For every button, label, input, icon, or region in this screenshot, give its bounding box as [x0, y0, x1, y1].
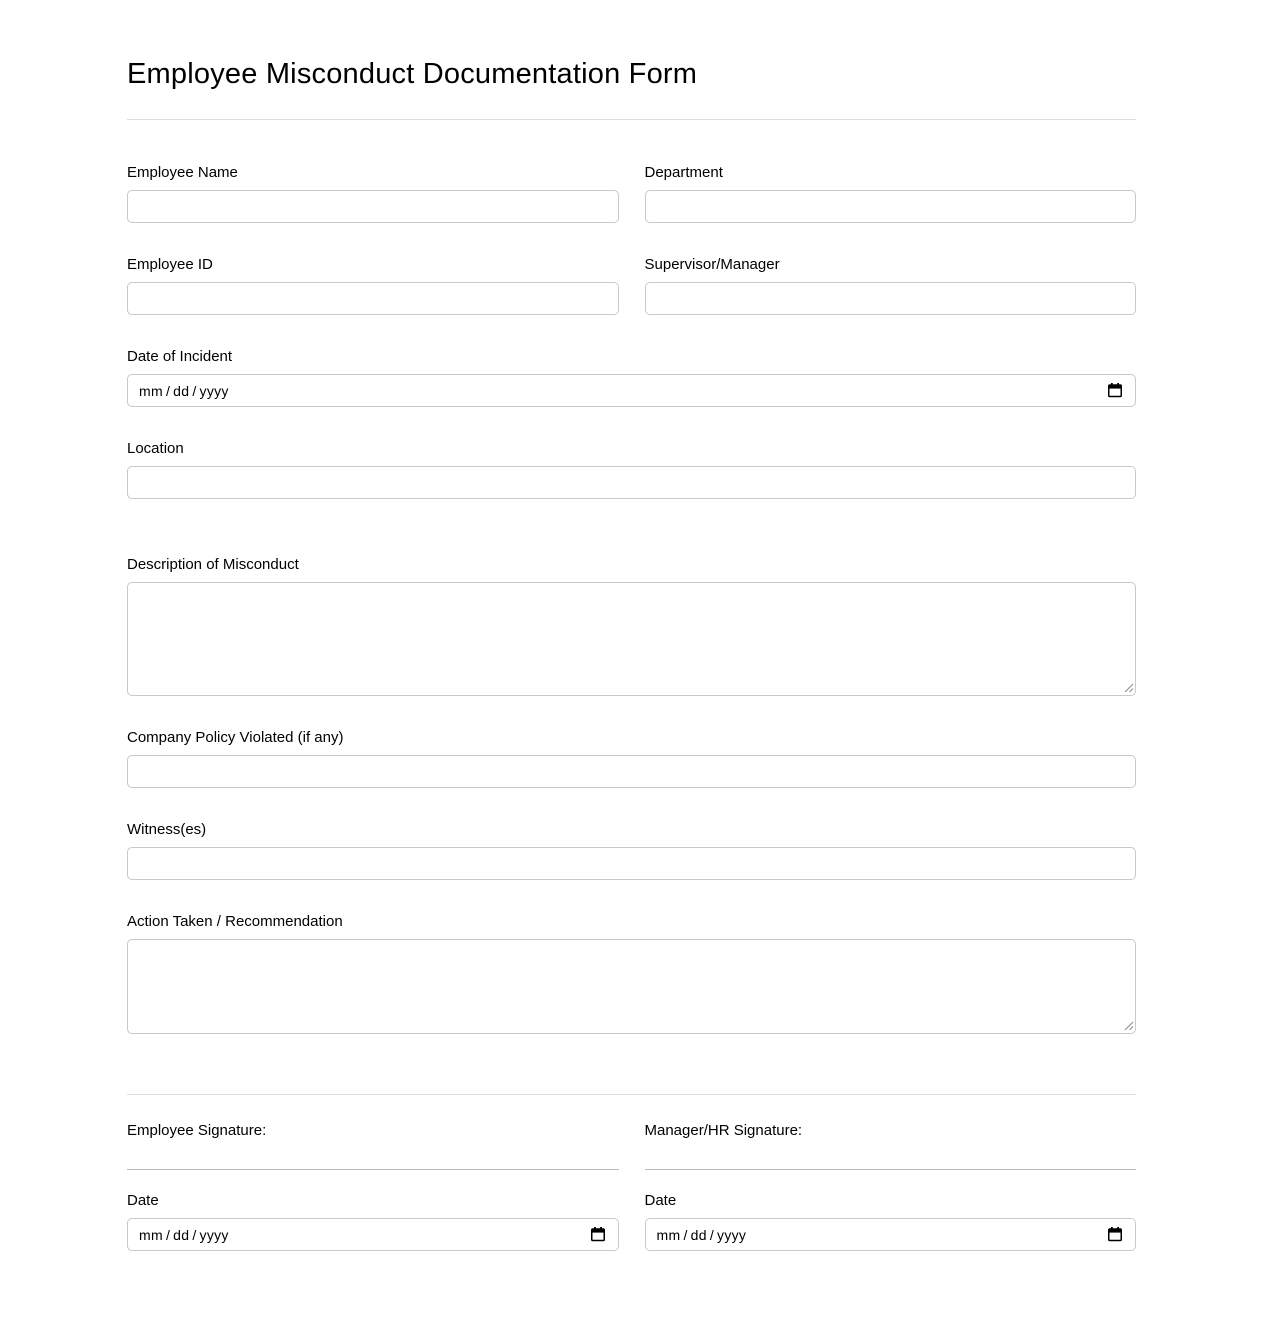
- employee-signature-block: [127, 1122, 619, 1170]
- field-employee-name: [127, 164, 619, 223]
- supervisor-label: Supervisor/Manager: [644, 256, 780, 273]
- manager-date-input[interactable]: [645, 1218, 1137, 1251]
- date-dd-segment[interactable]: dd: [690, 1226, 707, 1243]
- date-yyyy-segment[interactable]: yyyy: [717, 1226, 747, 1243]
- employee-signature-label: Employee Signature:: [127, 1122, 267, 1139]
- description-textarea[interactable]: [127, 582, 1136, 696]
- page-title: Employee Misconduct Documentation Form: [127, 58, 698, 90]
- date-mm-segment[interactable]: mm: [139, 382, 163, 399]
- date-mm-segment[interactable]: mm: [139, 1226, 163, 1243]
- location-input[interactable]: [127, 466, 1136, 499]
- field-department: [645, 164, 1137, 223]
- date-mm-segment[interactable]: mm: [656, 1226, 681, 1243]
- manager-signature-line[interactable]: [645, 1169, 1137, 1170]
- field-witnesses: [127, 821, 1136, 880]
- location-label: Location: [127, 440, 184, 457]
- policy-label: Company Policy Violated (if any): [127, 729, 344, 746]
- description-label: Description of Misconduct: [127, 556, 299, 573]
- employee-id-input[interactable]: [127, 282, 619, 315]
- date-of-incident-input[interactable]: [127, 374, 1136, 407]
- action-taken-textarea[interactable]: [127, 939, 1136, 1034]
- field-supervisor: [645, 256, 1137, 315]
- calendar-icon[interactable]: [588, 1225, 608, 1245]
- field-policy: [127, 729, 1136, 788]
- form-row-2: [127, 256, 1136, 315]
- signature-row: [127, 1122, 1136, 1170]
- calendar-icon[interactable]: [1105, 1225, 1125, 1245]
- date-yyyy-segment[interactable]: yyyy: [199, 382, 229, 399]
- employee-id-label: Employee ID: [127, 256, 213, 273]
- resize-handle-icon[interactable]: [1123, 682, 1134, 693]
- date-dd-segment[interactable]: dd: [173, 1226, 190, 1243]
- signature-date-row: [127, 1192, 1136, 1251]
- signature-divider: [127, 1094, 1136, 1095]
- employee-name-label: Employee Name: [127, 164, 238, 181]
- resize-handle-icon[interactable]: [1123, 1020, 1134, 1031]
- field-manager-date: [645, 1192, 1137, 1251]
- calendar-icon[interactable]: [1105, 381, 1125, 401]
- witnesses-label: Witness(es): [127, 821, 207, 838]
- field-date-of-incident: [127, 348, 1136, 407]
- date-of-incident-label: Date of Incident: [127, 348, 233, 365]
- date-placeholder: mm / dd / yyyy: [139, 382, 229, 399]
- action-taken-label: Action Taken / Recommendation: [127, 913, 343, 930]
- date-placeholder: mm / dd / yyyy: [656, 1226, 747, 1243]
- date-yyyy-segment[interactable]: yyyy: [199, 1226, 229, 1243]
- date-dd-segment[interactable]: dd: [173, 382, 190, 399]
- department-input[interactable]: [645, 190, 1137, 223]
- supervisor-input[interactable]: [645, 282, 1137, 315]
- field-location: [127, 440, 1136, 499]
- employee-signature-line[interactable]: [127, 1169, 619, 1170]
- field-employee-date: [127, 1192, 619, 1251]
- field-description: [127, 556, 1136, 696]
- manager-signature-label: Manager/HR Signature:: [644, 1122, 803, 1139]
- department-label: Department: [644, 164, 723, 181]
- manager-signature-block: [645, 1122, 1137, 1170]
- date-placeholder: mm / dd / yyyy: [139, 1226, 229, 1243]
- employee-date-input[interactable]: [127, 1218, 619, 1251]
- field-action-taken: [127, 913, 1136, 1034]
- form-row-1: [127, 164, 1136, 223]
- policy-input[interactable]: [127, 755, 1136, 788]
- form-page: [127, 0, 1136, 1331]
- employee-date-label: Date: [127, 1192, 159, 1209]
- witnesses-input[interactable]: [127, 847, 1136, 880]
- employee-name-input[interactable]: [127, 190, 619, 223]
- manager-date-label: Date: [644, 1192, 677, 1209]
- field-employee-id: [127, 256, 619, 315]
